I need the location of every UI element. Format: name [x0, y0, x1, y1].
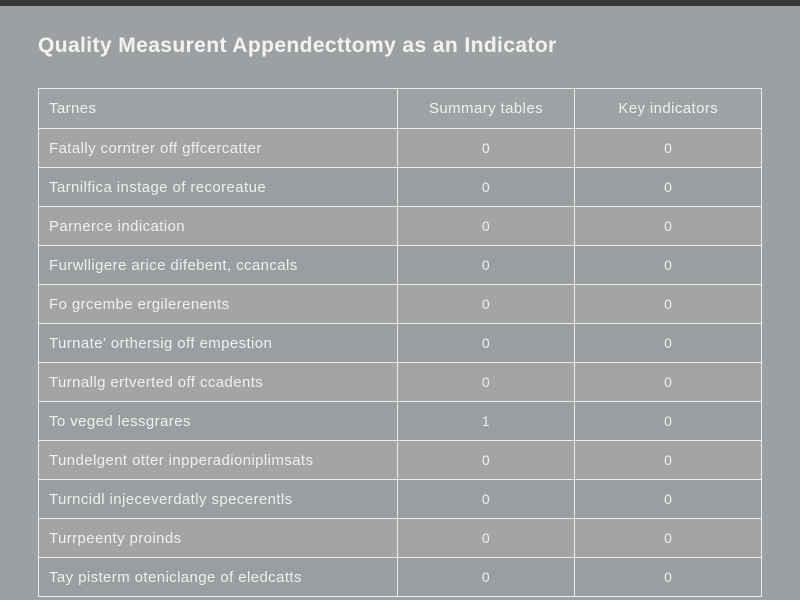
table-row: [39, 519, 762, 558]
row-summary-cell: 0: [397, 558, 575, 597]
report-table-container: [38, 88, 762, 597]
row-key-cell: 0: [575, 207, 762, 246]
row-key-cell: 0: [575, 558, 762, 597]
row-name-cell: Fo grcembe ergilerenents: [39, 285, 398, 324]
table-row: [39, 480, 762, 519]
row-name-cell: Turrpeenty proinds: [39, 519, 398, 558]
row-summary-cell: 0: [397, 246, 575, 285]
table-row: [39, 168, 762, 207]
table-header: [39, 89, 762, 129]
row-name-cell: Parnerce indication: [39, 207, 398, 246]
header-row: [39, 89, 762, 129]
row-name-cell: Fatally corntrer off gffcercatter: [39, 129, 398, 168]
row-name-cell: Tundelgent otter inpperadioniplimsats: [39, 441, 398, 480]
table-row: [39, 285, 762, 324]
row-name-cell: Turncidl injeceverdatly specerentls: [39, 480, 398, 519]
row-name-cell: Turnallg ertverted off ccadents: [39, 363, 398, 402]
row-key-cell: 0: [575, 324, 762, 363]
column-header-key-indicators: Key indicators: [575, 89, 762, 129]
row-summary-cell: 0: [397, 441, 575, 480]
top-edge-strip: [0, 0, 800, 6]
row-name-cell: Tay pisterm oteniclange of eledcatts: [39, 558, 398, 597]
row-key-cell: 0: [575, 519, 762, 558]
row-summary-cell: 0: [397, 207, 575, 246]
table-row: [39, 129, 762, 168]
row-summary-cell: 0: [397, 129, 575, 168]
table-row: [39, 324, 762, 363]
row-summary-cell: 0: [397, 519, 575, 558]
row-key-cell: 0: [575, 168, 762, 207]
row-name-cell: Tarnilfica instage of recoreatue: [39, 168, 398, 207]
page-title: Quality Measurent Appendecttomy as an Indicator: [38, 34, 557, 57]
row-summary-cell: 1: [397, 402, 575, 441]
table-body: [39, 129, 762, 597]
row-summary-cell: 0: [397, 480, 575, 519]
report-table: [38, 88, 762, 597]
column-header-tarnes: Tarnes: [39, 89, 398, 129]
row-summary-cell: 0: [397, 324, 575, 363]
row-key-cell: 0: [575, 285, 762, 324]
row-summary-cell: 0: [397, 363, 575, 402]
row-name-cell: To veged lessgrares: [39, 402, 398, 441]
row-name-cell: Turnate' orthersig off empestion: [39, 324, 398, 363]
column-header-summary-tables: Summary tables: [397, 89, 575, 129]
table-row: [39, 402, 762, 441]
row-name-cell: Furwlligere arice difebent, ccancals: [39, 246, 398, 285]
row-key-cell: 0: [575, 363, 762, 402]
table-row: [39, 363, 762, 402]
row-key-cell: 0: [575, 402, 762, 441]
table-row: [39, 441, 762, 480]
table-row: [39, 246, 762, 285]
table-row: [39, 558, 762, 597]
row-key-cell: 0: [575, 129, 762, 168]
row-key-cell: 0: [575, 480, 762, 519]
row-summary-cell: 0: [397, 168, 575, 207]
table-row: [39, 207, 762, 246]
row-summary-cell: 0: [397, 285, 575, 324]
row-key-cell: 0: [575, 246, 762, 285]
row-key-cell: 0: [575, 441, 762, 480]
